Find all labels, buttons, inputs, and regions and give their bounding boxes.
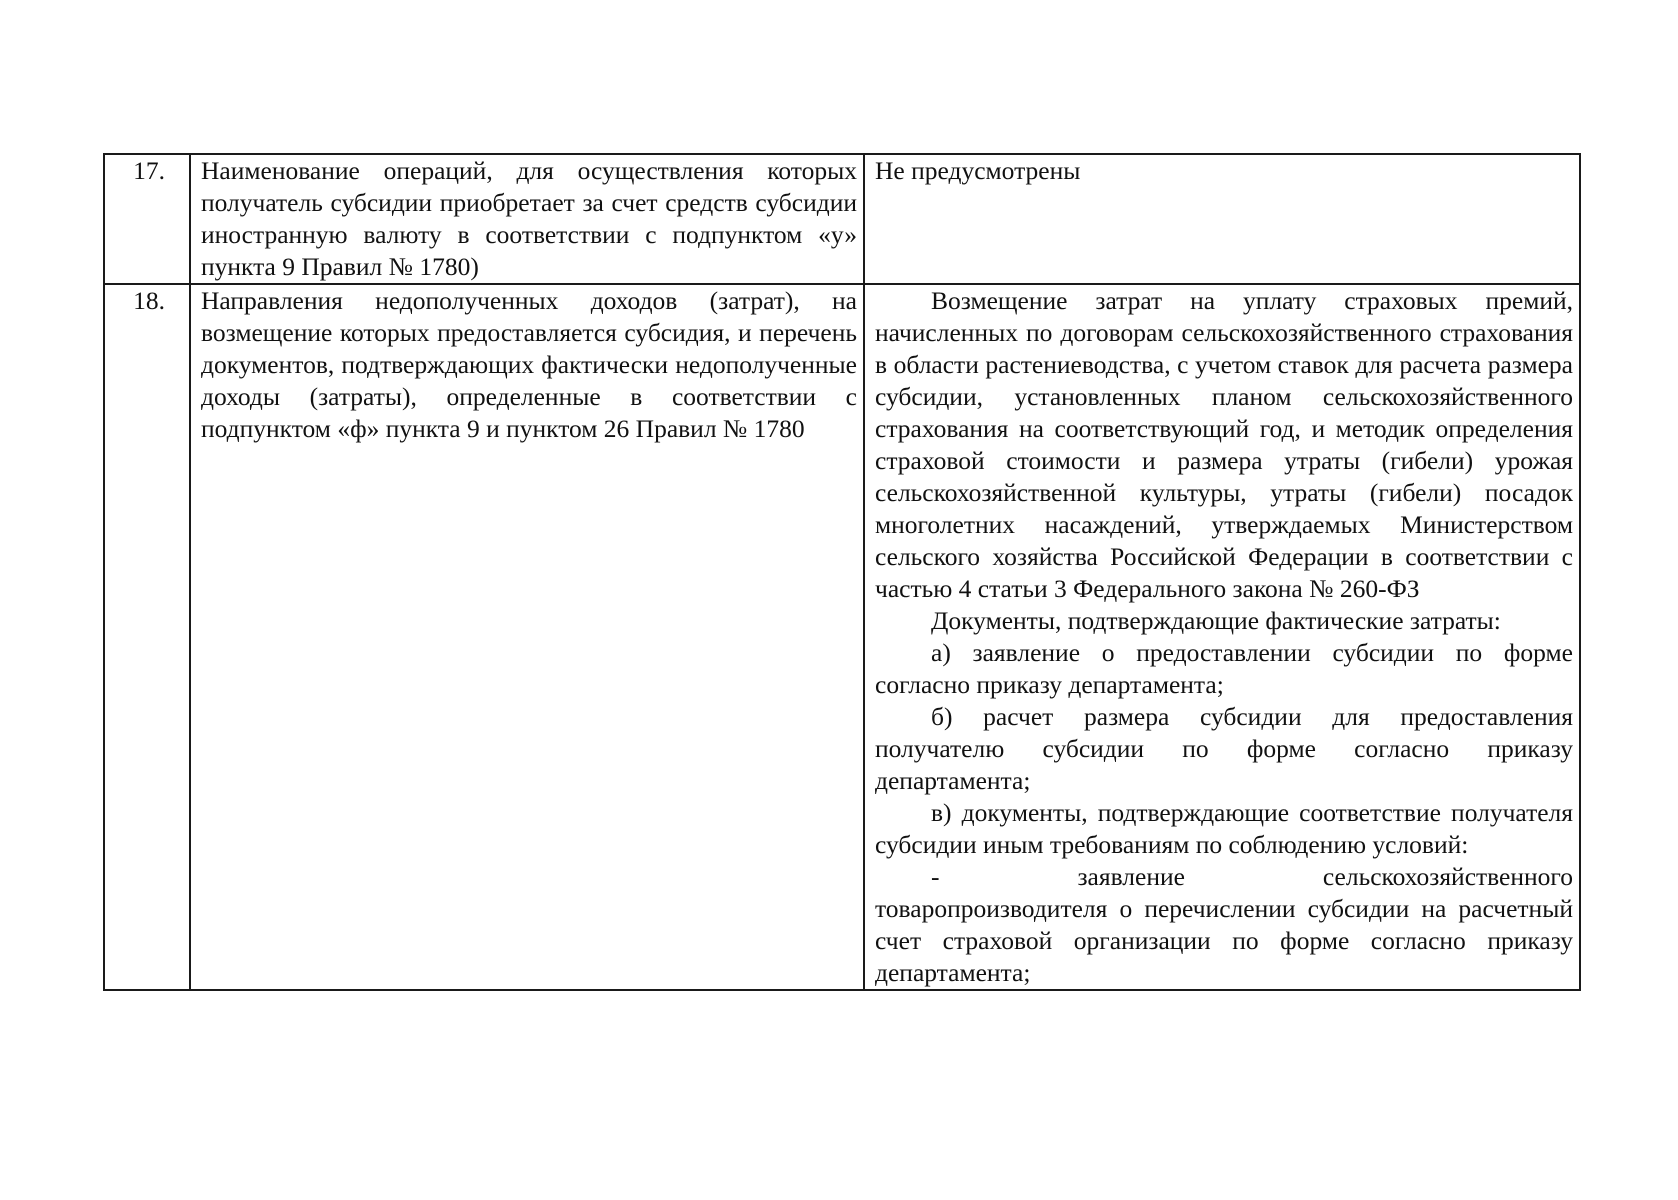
value-dash-line <box>875 861 1573 893</box>
row-name-text: Наименование операций, для осуществления которых получатель субсидии приобретает за счет средств субсидии иностранную валюту в соответствии с подпунктом «у» пункта 9 Правил № 1780) <box>201 156 857 281</box>
row-number-cell <box>104 154 190 284</box>
row-value-text: Не предусмотрены <box>875 156 1081 185</box>
row-number: 17. <box>133 156 165 185</box>
row-name-cell <box>190 284 864 990</box>
dash-word: заявление <box>1077 862 1185 891</box>
table-row <box>104 284 1580 990</box>
dash-marker: - <box>931 862 940 891</box>
row-number: 18. <box>133 286 165 315</box>
value-paragraph-item-v: в) документы, подтверждающие соответствие получателя субсидии иным требованиям по соблюдению условий: <box>875 798 1573 859</box>
row-name-cell <box>190 154 864 284</box>
value-paragraph-dash-item: товаропроизводителя о перечислении субсидии на расчетный счет страховой организации по форме согласно приказу департамента; <box>875 894 1573 987</box>
row-value-cell <box>864 284 1580 990</box>
value-paragraph-reimbursement: Возмещение затрат на уплату страховых премий, начисленных по договорам сельскохозяйственного страхования в области растениеводства, с учетом ставок для расчета размера субсидии, установленных планом сельскохозяйственного страхования на соответствующий год, и методик определения страховой стоимости и размера утраты (гибели) урожая сельскохозяйственной культуры, утраты (гибели) посадок многолетних насаждений, утверждаемых Министерством сельского хозяйства Российской Федерации в соответствии с частью 4 статьи 3 Федерального закона № 260-ФЗ <box>875 286 1573 603</box>
row-number-cell <box>104 284 190 990</box>
value-paragraph-item-a: а) заявление о предоставлении субсидии по форме согласно приказу департамента; <box>875 638 1573 699</box>
value-paragraph-documents-heading: Документы, подтверждающие фактические затраты: <box>931 606 1501 635</box>
value-paragraph-item-b: б) расчет размера субсидии для предоставления получателю субсидии по форме согласно приказу департамента; <box>875 702 1573 795</box>
row-name-text: Направления недополученных доходов (затрат), на возмещение которых предоставляется субсидия, и перечень документов, подтверждающих фактически недополученные доходы (затраты), определенные в соответствии с подпунктом «ф» пункта 9 и пунктом 26 Правил № 1780 <box>201 286 857 443</box>
row-value-cell <box>864 154 1580 284</box>
table-row <box>104 154 1580 284</box>
document-table <box>103 153 1581 991</box>
dash-word: сельскохозяйственного <box>1322 862 1573 891</box>
